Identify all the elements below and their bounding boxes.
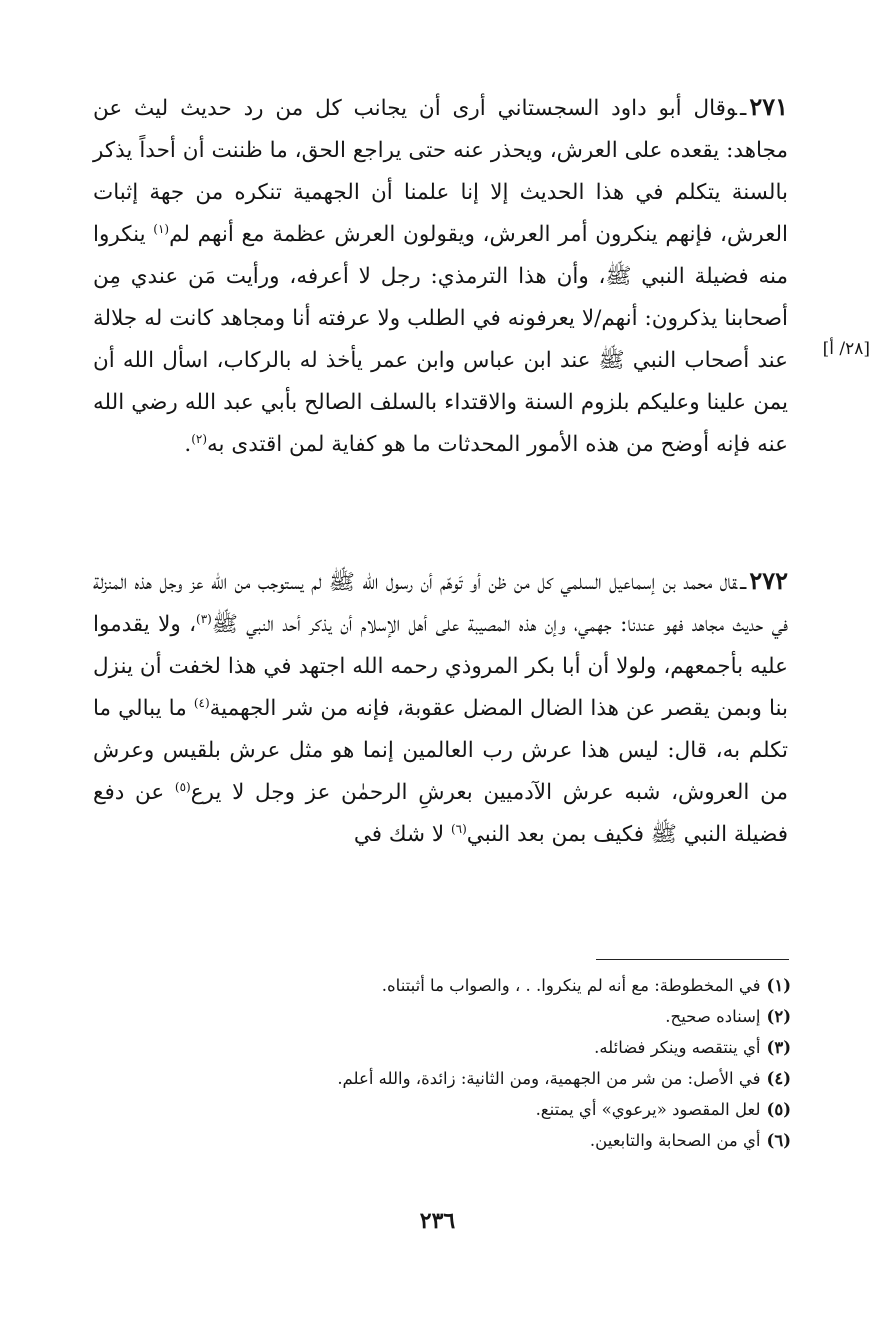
body-text-run: قال محمد بن إسماعيل السلمي كل من ظن أو تَوهّم أن رسول الله ﷺ لم يستوجب من الله عز وجل هذه المنزلة في حديث مجاهد فهو عندنا: جهمي، وإن هذه المصيبة على أهل الإسلام أن يذكر أحد النبي ﷺ — [93, 570, 788, 637]
footnote-marker: (٦) — [450, 821, 467, 836]
footnote-5 — [171, 1094, 791, 1125]
body-text-run: . — [184, 432, 192, 457]
footnote-number: (٤) — [766, 1069, 791, 1088]
body-text-run: ما يبالي ما تكلم به، قال: ليس هذا عرش رب العالمين إنما هو مثل عرش بلقيس وعرش من العروش، شبه عرش الآدميين بعرشِ الرحمٰن عز وجل لا يرع — [93, 696, 788, 805]
footnote-separator — [596, 959, 789, 960]
entry-number: ٢٧٢ — [749, 566, 788, 595]
footnote-text: في المخطوطة: مع أنه لم ينكروا. . ، والصواب ما أثبتناه. — [381, 976, 761, 995]
footnote-number: (٣) — [766, 1038, 791, 1057]
entry-number: ٢٧١ — [749, 92, 788, 121]
entry-272 — [93, 560, 788, 856]
entry-271 — [93, 86, 788, 466]
footnote-1 — [171, 970, 791, 1001]
body-text-run: وقال أبو داود السجستاني أرى أن يجانب كل من رد حديث ليث عن مجاهد: يقعده على العرش، ويحذر عنه حتى يراجع الحق، ما ظننت أن أحداً يذكر بالسنة يتكلم في هذا الحديث إلا إنا علمنا أن الجهمية تنكره من جهة إثبات العرش، فإنهم ينكرون أمر العرش، ويقولون العرش عظمة مع أنهم لم — [93, 96, 788, 247]
body-text-run: ، ولا يقدموا عليه بأجمعهم، ولولا أن أبا بكر المروذي رحمه الله اجتهد في هذا لخفت أن ينزل بنا وبمن يقصر عن هذا الضال المضل عقوبة، فإنه من شر الجهمية — [93, 612, 788, 721]
footnote-number: (١) — [766, 976, 791, 995]
manuscript-folio-marker: [٢٨/ أ] — [822, 339, 870, 359]
footnote-text: إسناده صحيح. — [665, 1007, 761, 1026]
footnote-2 — [171, 1001, 791, 1032]
body-text-run: ينكروا منه فضيلة النبي ﷺ، وأن هذا الترمذي: رجل لا أعرفه، ورأيت مَن عندي مِن أصحابنا يذكرون: أنهم/لا يعرفونه في الطلب ولا عرفته أنا ومجاهد كانت له جلالة عند أصحاب النبي ﷺ عند ابن عباس وابن عمر يأخذ له بالركاب، اسأل الله أن يمن علينا وعليكم بلزوم السنة والاقتداء بالسلف الصالح بأبي عبد الله رضي الله عنه فإنه أوضح من هذه الأمور المحدثات ما هو كفاية لمن اقتدى به — [93, 222, 788, 457]
footnote-number: (٦) — [766, 1131, 791, 1150]
footnote-number: (٥) — [766, 1100, 791, 1119]
footnotes — [171, 970, 791, 1156]
footnote-text: في الأصل: من شر من الجهمية، ومن الثانية: زائدة، والله أعلم. — [337, 1069, 761, 1088]
footnote-marker: (٥) — [174, 779, 191, 794]
entry-dash: ـ — [740, 570, 747, 595]
entry-dash: ـ — [740, 96, 747, 121]
footnote-4 — [171, 1063, 791, 1094]
footnote-marker: (١) — [153, 221, 170, 236]
footnote-text: أي من الصحابة والتابعين. — [589, 1131, 761, 1150]
entry-text — [93, 96, 788, 457]
footnote-marker: (٤) — [193, 695, 210, 710]
footnote-3 — [171, 1032, 791, 1063]
footnote-marker: (٣) — [196, 611, 212, 626]
body-text-run: لا شك في — [353, 822, 451, 847]
footnote-number: (٢) — [766, 1007, 791, 1026]
footnote-6 — [171, 1125, 791, 1156]
footnote-marker: (٢) — [191, 431, 208, 446]
entry-text — [93, 570, 788, 847]
body-text-run: عن دفع فضيلة النبي ﷺ فكيف بمن بعد النبي — [93, 780, 788, 847]
footnote-text: أي ينتقصه وينكر فضائله. — [594, 1038, 761, 1057]
page-number: ٢٣٦ — [419, 1208, 456, 1234]
footnote-text: لعل المقصود «يرعوي» أي يمتنع. — [535, 1100, 761, 1119]
